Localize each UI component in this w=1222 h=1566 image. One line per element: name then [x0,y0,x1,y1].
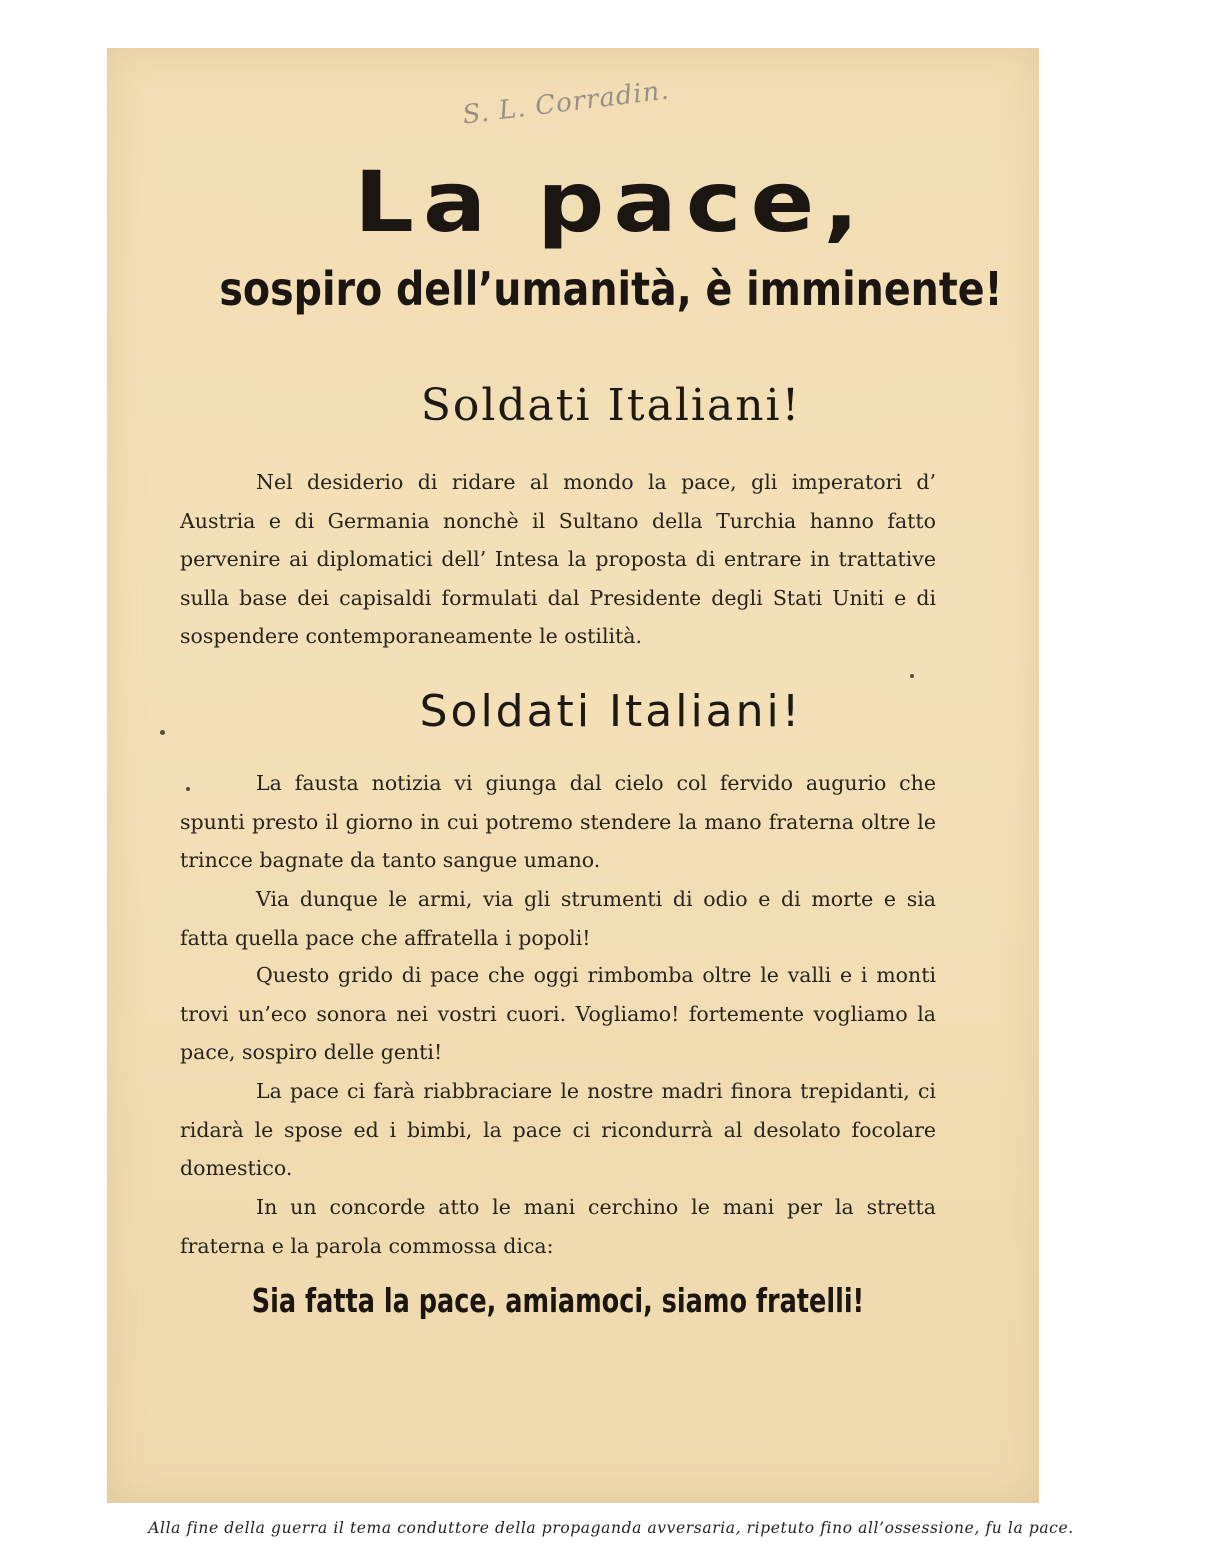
heading-soldati-1: Soldati Italiani! [420,380,802,431]
leaflet-subtitle: sospiro dell’umanità, è imminente! [219,262,1003,316]
paragraph-6: In un concorde atto le mani cerchino le mani per la stretta fraterna e la parola commossa dica: [180,1195,936,1258]
leaflet-title: La pace, [353,153,869,251]
closing-slogan: Sia fatta la pace, amiamoci, siamo fratelli! [251,1281,865,1320]
paragraph-4: Questo grido di pace che oggi rimbomba oltre le valli e i monti trovi un’eco sonora nei vostri cuori. Vogliamo! fortemente vogliamo la pace, sospiro delle genti! [180,963,936,1064]
paragraph-1: Nel desiderio di ridare al mondo la pace, gli imperatori d’ Austria e di Germania nonchè il Sultano della Turchia hanno fatto pervenire ai diplomatici dell’ Intesa la proposta di entrare in trattative sulla base dei capisaldi formulati dal Presidente degli Stati Uniti e di sospendere contemporaneamente le ostilità. [180,470,936,648]
paper-speck [160,730,165,735]
page-caption: Alla fine della guerra il tema conduttore della propaganda avversaria, ripetuto fino all’ossessione, fu la pace. [148,1519,1074,1537]
paper-speck [186,787,190,791]
handwritten-note: S. L. Corradin. [460,75,672,131]
paragraph-3: Via dunque le armi, via gli strumenti di odio e di morte e sia fatta quella pace che affratella i popoli! [180,887,936,950]
heading-soldati-2: Soldati Italiani! [419,686,803,737]
paragraph-2: La fausta notizia vi giunga dal cielo col fervido augurio che spunti presto il giorno in cui potremo stendere la mano fraterna oltre le trincce bagnate da tanto sangue umano. [180,771,936,872]
paper-speck [910,674,914,678]
paragraph-5: La pace ci farà riabbraciare le nostre madri finora trepidanti, ci ridarà le spose ed i bimbi, la pace ci ricondurrà al desolato focolare domestico. [180,1079,936,1180]
